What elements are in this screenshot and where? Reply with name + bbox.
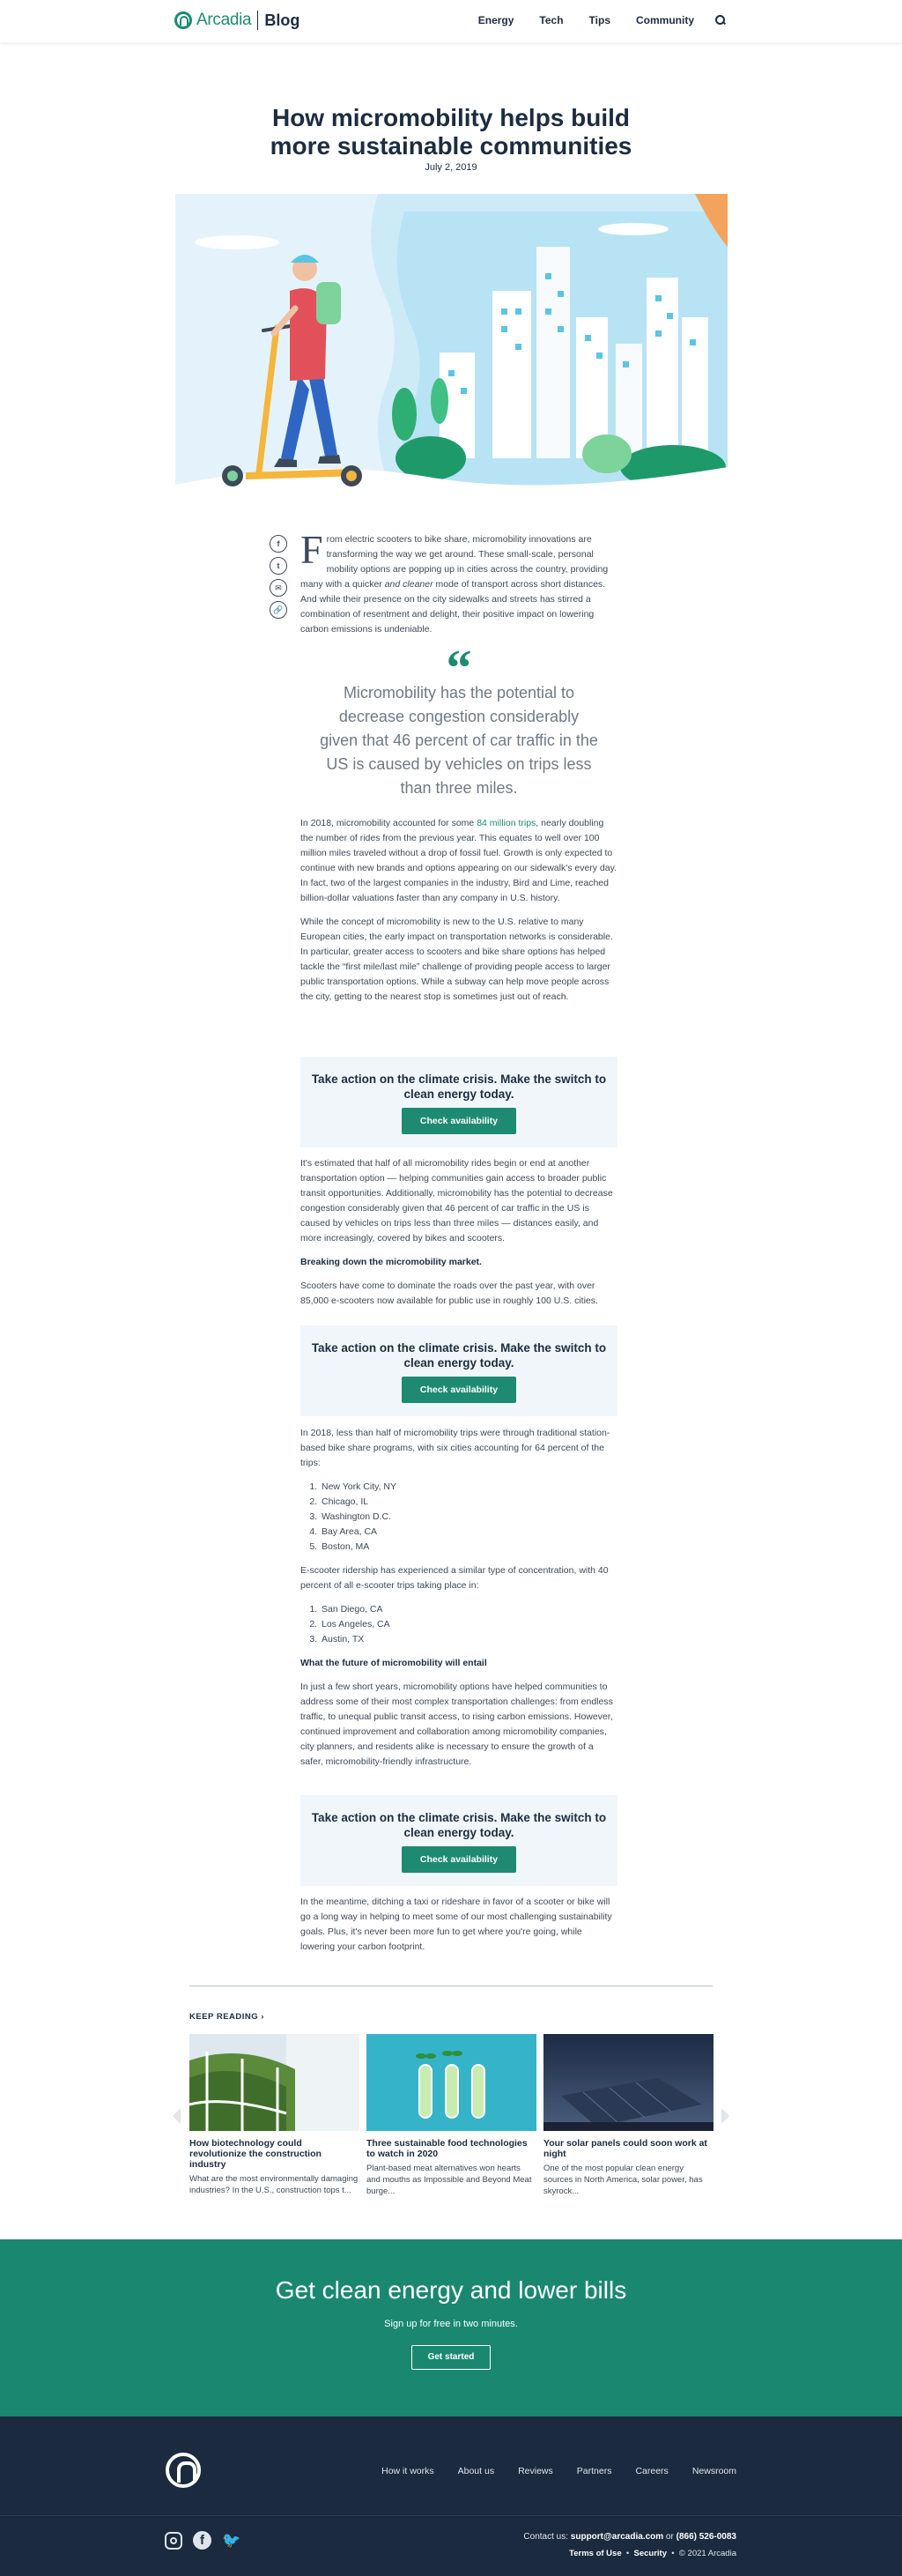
security-link[interactable]: Security <box>633 2549 667 2558</box>
email-share-icon[interactable]: ✉ <box>270 579 287 597</box>
night-solar-panels-image <box>543 2034 713 2131</box>
list-item: 1. San Diego, CA <box>320 1602 617 1617</box>
pull-quote: Micromobility has the potential to decrease congestion considerably given that 46 percent of car traffic in the US is caused by vehicles on trips less than three miles. <box>320 684 598 797</box>
share-bar <box>270 535 287 623</box>
twitter-icon[interactable]: 🐦 <box>222 2531 241 2549</box>
cta-box <box>300 1795 617 1886</box>
instagram-icon[interactable] <box>165 2532 182 2550</box>
footer <box>0 2416 902 2576</box>
footer-link-about-us[interactable]: About us <box>457 2466 495 2476</box>
list-item: 5. Boston, MA <box>320 1540 617 1555</box>
arcadia-footer-logo-icon[interactable] <box>166 2453 201 2488</box>
get-started-button[interactable]: Get started <box>411 2345 491 2370</box>
facebook-icon[interactable]: f <box>193 2531 211 2550</box>
nav-link-community[interactable]: Community <box>636 14 694 26</box>
related-article-title[interactable]: How biotechnology could revolutionize the construction industry <box>189 2138 322 2170</box>
related-article-excerpt: Plant-based meat alternatives won hearts and mouths as Impossible and Beyond Meat burge... <box>366 2164 532 2196</box>
cta-box <box>300 1325 617 1416</box>
footer-links <box>358 2466 736 2476</box>
legal-links: Terms of Use • Security • © 2021 Arcadia <box>569 2549 736 2558</box>
article-title <box>176 104 726 160</box>
facebook-share-icon[interactable]: f <box>270 535 287 553</box>
list-item: 4. Bay Area, CA <box>320 1525 617 1540</box>
city-list <box>320 1480 617 1555</box>
brand-logo[interactable] <box>174 11 299 30</box>
quote-mark-icon: “ <box>446 639 472 696</box>
trips-link[interactable]: 84 million trips <box>477 818 536 828</box>
article-date: July 2, 2019 <box>425 162 477 173</box>
body-paragraph: In just a few short years, micromobility options have helped communities to address some of their most complex transportation challenges: from endless traffic, to unequal public transit access, to rising carbon emissions. However, continued improvement and collaboration among micromobility companies, city planners, and residents alike is necessary to ensure the growth of a safer, micromobility-friendly infrastructure. <box>300 1681 613 1767</box>
article-body-1 <box>300 816 617 1013</box>
body-paragraph: In 2018, less than half of micromobility trips were through traditional station-based bike share programs, with six cities accounting for 64 percent of the trips: <box>300 1428 610 1468</box>
brand-name: Arcadia <box>196 11 252 29</box>
carousel-prev-icon[interactable] <box>173 2108 181 2124</box>
nav-link-tips[interactable]: Tips <box>588 14 610 26</box>
body-paragraph: In 2018, micromobility accounted for some 84 million trips, nearly doubling the number of rides from the previous year. This equates to well over 100 million miles traveled without a drop of fossil fuel. Growth is only expected to continue with new brands and options appearing on our sidewalk's every day. In fact, two of the largest companies in the industry, Bird and Lime, reached billion-dollar valuations faster than any company in U.S. history. <box>300 818 617 903</box>
body-paragraph: In the meantime, ditching a taxi or rideshare in favor of a scooter or bike will go a long way in helping to meet some of our most challenging sustainability goals. Plus, it's never been more fun to get where you're going, while lowering your carbon footprint. <box>300 1897 612 1952</box>
body-paragraph: It's estimated that half of all micromobility rides begin or end at another transportation option — helping communities gain access to broader public transit opportunities. Additionally, micromobility has the potential to decrease congestion considerably given that 46 percent of car traffic in the US is caused by vehicles on trips less than three miles — distances easily, and more increasingly, covered by bikes and scooters. <box>300 1158 613 1243</box>
chevron-right-icon: › <box>261 2012 264 2022</box>
footer-link-careers[interactable]: Careers <box>635 2466 669 2476</box>
article-title-line-2: more sustainable communities <box>270 132 632 160</box>
article-thumbnail <box>189 2034 359 2131</box>
social-links <box>165 2531 240 2550</box>
nav-link-energy[interactable]: Energy <box>477 14 514 26</box>
cta-text: Take action on the climate crisis. Make the switch to clean energy today. <box>311 1073 607 1101</box>
footer-link-how-it-works[interactable]: How it works <box>381 2466 434 2476</box>
body-paragraph: While the concept of micromobility is new to the U.S. relative to many European cities, the early impact on transportation networks is considerable. In particular, greater access to scooters and bike share options has helped tackle the “first mile/last mile” challenge of providing people access to larger public transportation options. While a subway can help move people across the city, getting to the nearest stop is sometimes just out of reach. <box>300 917 613 1002</box>
footer-link-partners[interactable]: Partners <box>576 2466 612 2476</box>
terms-link[interactable]: Terms of Use <box>569 2549 622 2558</box>
article-body-4 <box>300 1895 617 1964</box>
footer-link-reviews[interactable]: Reviews <box>518 2466 553 2476</box>
hero-illustration <box>175 194 728 504</box>
list-item: 1. New York City, NY <box>320 1480 617 1495</box>
article-title-line-1: How micromobility helps build <box>271 104 631 131</box>
micromobility-city-illustration <box>175 194 728 504</box>
footer-link-newsroom[interactable]: Newsroom <box>691 2466 736 2476</box>
top-nav <box>0 0 902 42</box>
arcadia-logo-icon <box>174 11 192 29</box>
cta-text: Take action on the climate crisis. Make the switch to clean energy today. <box>311 1341 607 1370</box>
nav-link-tech[interactable]: Tech <box>539 14 564 26</box>
list-item: 3. Austin, TX <box>320 1632 617 1647</box>
related-article-excerpt: One of the most popular clean energy sources in North America, solar power, has skyrock... <box>543 2164 703 2196</box>
blog-label: Blog <box>264 11 300 29</box>
body-paragraph: Scooters have come to dominate the roads over the past year, with over 85,000 e-scooters now available for public use in roughly 100 U.S. cities. <box>300 1281 598 1306</box>
copyright: © 2021 Arcadia <box>678 2549 736 2558</box>
support-phone-link[interactable]: (866) 526-0083 <box>676 2532 736 2542</box>
scooter-city-list <box>320 1602 617 1647</box>
section-heading: Breaking down the micromobility market. <box>300 1257 482 1267</box>
related-article-card[interactable] <box>543 2034 713 2197</box>
check-availability-button[interactable]: Check availability <box>402 1108 516 1134</box>
contact-info: Contact us: support@arcadia.com or (866) 526-0083 <box>523 2532 736 2542</box>
article-thumbnail <box>543 2034 713 2131</box>
signup-heading: Get clean energy and lower bills <box>275 2276 627 2304</box>
article-body-2 <box>300 1156 617 1318</box>
article-intro <box>300 527 617 646</box>
list-item: 3. Washington D.C. <box>320 1510 617 1525</box>
signup-subtext: Sign up for free in two minutes. <box>384 2319 518 2329</box>
list-item: 2. Chicago, IL <box>320 1495 617 1510</box>
logo-divider <box>257 11 258 30</box>
article-body-3 <box>300 1426 617 1778</box>
keep-reading-heading[interactable]: KEEP READING › <box>189 2012 264 2022</box>
check-availability-button[interactable]: Check availability <box>402 1377 516 1403</box>
related-article-card[interactable] <box>189 2034 359 2197</box>
signup-banner <box>0 2239 902 2416</box>
intro-paragraph: From electric scooters to bike share, micromobility innovations are transforming the way we get around. These small-scale, personal mobility options are popping up in cities across the country, providing many with a quicker and cleaner mode of transport across short distances. And while their presence on the city sidewalks and streets has stirred a combination of resentment and delight, their positive impact on lowering carbon emissions is undeniable. <box>300 527 609 635</box>
section-heading: What the future of micromobility will entail <box>300 1658 487 1668</box>
carousel-next-icon[interactable] <box>721 2108 729 2124</box>
related-article-title[interactable]: Your solar panels could soon work at night <box>543 2138 707 2159</box>
related-article-title[interactable]: Three sustainable food technologies to watch in 2020 <box>366 2138 528 2159</box>
drop-cap: F <box>300 527 323 572</box>
support-email-link[interactable]: support@arcadia.com <box>570 2532 664 2542</box>
search-icon[interactable] <box>715 15 726 26</box>
footer-divider <box>0 2515 902 2516</box>
article-thumbnail <box>366 2034 536 2131</box>
related-article-card[interactable] <box>366 2034 536 2197</box>
cta-text: Take action on the climate crisis. Make the switch to clean energy today. <box>311 1811 607 1839</box>
related-article-excerpt: What are the most environmentally damaging industries? In the U.S., construction tops t... <box>189 2174 359 2195</box>
related-articles <box>189 2034 713 2197</box>
twitter-share-icon[interactable]: t <box>270 557 287 575</box>
copy-link-icon[interactable]: 🔗 <box>270 601 287 619</box>
test-tube-sprouts-image <box>366 2034 536 2131</box>
nav-links <box>453 14 726 26</box>
body-paragraph: E-scooter ridership has experienced a similar type of concentration, with 40 percent of all e-scooter trips taking place in: <box>300 1565 609 1591</box>
check-availability-button[interactable]: Check availability <box>402 1846 516 1873</box>
list-item: 2. Los Angeles, CA <box>320 1617 617 1632</box>
green-building-image <box>189 2034 359 2131</box>
cta-box <box>300 1057 617 1147</box>
